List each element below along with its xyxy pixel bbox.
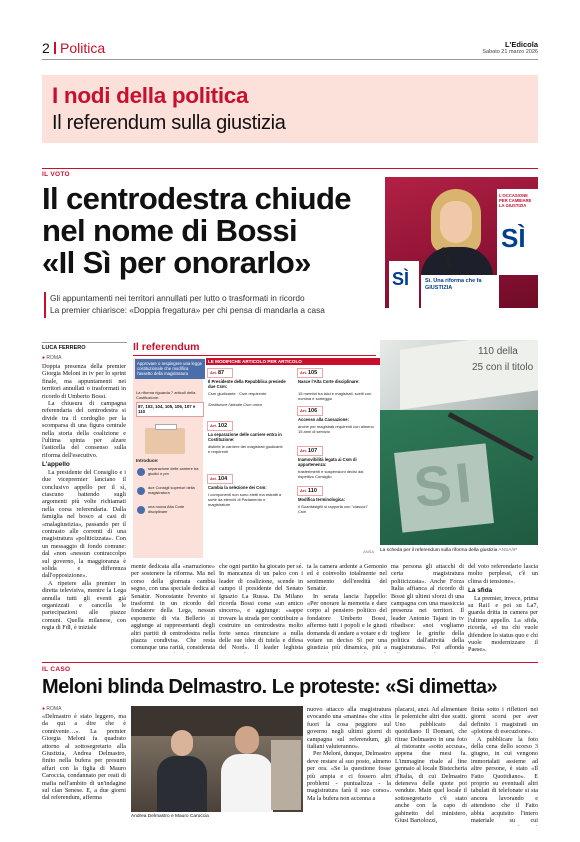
article-column-1: Doppia presenza della premier Giorgia Meloni in tv per lo sprint finale, ma appuntamenti nei territori annullati o trasformati in ricordo di Umberto Bossi. La chiusura di campagna referendaria del centrodestra si divide tra il cordoglio per la scomparsa di una figura centrale nella storia della coalizione e l'ultima spinta per alzare l'asticella del consenso sulla riforma dell'esecutivo. L'appello La presidente del Consiglio e i due vicepremier lanciano il conclusivo appello per il sì, ciascuno battendo sugli argomenti più volte richiamati nella corsa referendaria. Dalla famiglia nel bosco ai casi di «malagiustizia», passando per il contrasto alle correnti di una magistratura «politicizzata». Con un messaggio di fondo comune: dal «non «nessun contraccolpo sul governo, la maggioranza è solida e differenza dall'opposizione». A ripetere alla premier in diretta televisiva, mentre la Lega annulla tutti gli eventi già organizzati e cancella le partecipazioni alle piazze comuni. Quella milanese, con regia di FdI, è iniziale [42, 363, 126, 632]
headline-line-1: Il centrodestra chiude [42, 181, 351, 216]
art-87-items: Csm giudicante · Csm requirente [208, 391, 267, 396]
art-110-badge: Art. 110 [297, 486, 323, 496]
author-rule [42, 342, 127, 343]
article-summary [50, 292, 390, 316]
art-106-badge: Art. 106 [297, 406, 323, 416]
person-right-body [221, 754, 273, 812]
art-107-title: Inamovibilità legata ai Csm di appartenenza: [298, 457, 357, 467]
article-column-4: ta la camera ardente a Gemonio ed è coinvolto totalmente nel sentimento dell'eredità del Senatùr. In serata lancia l'appello: «Per onorare la memoria e dare corpo al pensiero politico del fondatore Umberto Bossi, affermo tutti i popoli e le giusti domanda di andare a votare e di votare un deciso Sì per una giustizia più dinamica, più a [307, 563, 387, 652]
header-rule [42, 59, 538, 60]
art-106-items: anche per magistrati requirenti con almeno 15 anni di servizio [298, 424, 374, 434]
issue-date: Sabato 21 marzo 2026 [482, 49, 538, 55]
article-column-6: del voto referendario lascia molto perplessi, c'è un clima di tensione». La sfida La premier, invece, prima su Rai1 e poi su La7, guarda dritta in camera per l'ultimo appello. La sfida, ricorda, «è tra chi vuole difendere lo status quo e chi vuole modernizzare il Paese». [468, 563, 538, 653]
article-headline [42, 183, 382, 279]
infographic-intro: Approvare o respingere una legge costituzionale che modifica l'assetto della magistratura [135, 359, 205, 379]
art-104-items: I componenti non sono eletti ma estratti a sorte da elenchi di Parlamento e magistrature [208, 492, 282, 507]
delmastro-photo [131, 706, 303, 812]
article2-column-4: placarsi, anzi. Ad alimentare le polemiche altri due scatti. Uno pubblicato dal quotidiano Il Domani, che ritrae Delmastro in una foto al ristorante «sotto accusa», appena due mesi fa. L'immagine risale al fine gennaio al locale Bistecheria d'Italia, di cui Delmastro deteneva delle quote poi vendute. Main quel locale il sottosegretario c'è stato anche con la capo di gabinetto del ministero, Giusi Bartolozzi, [395, 706, 467, 825]
art-104-title: Cambia la selezione dei Csm: [208, 485, 267, 490]
section-banner [42, 75, 538, 143]
art-107-badge: Art. 107 [297, 446, 323, 456]
art-107-items: trasferimenti e sospensioni decisi dal rispettivo Consiglio [298, 469, 364, 479]
introduce-label: Introduce: [136, 458, 159, 463]
intro-item-1: separazione delle carriere tra giudici e pm [148, 466, 199, 476]
headline-line-3: «Il Sì per onorarlo» [42, 245, 311, 280]
csm-icon [137, 487, 145, 495]
banner-title: I nodi della politica [52, 83, 249, 108]
article2-column-3: nuovo attacco alla magistratura evocando una «manina» che «tira fuori la cosa peggiore sul governo negli ultimi giorni di campagna sul referendum, gli italiani valuteranno». Per Meloni, dunque, Delmastro deve restare al suo posto, almeno per ora. «Se la questione fosse più ampia e ci fossero altri problemi - puntualizza - la magistratura farà il suo corso». Ma la bufera non accenna a [307, 706, 391, 802]
ballot-box-icon [145, 428, 185, 454]
article2-column-5: finita sotto i riflettori nei giorni scorsi per aver definito i magistrati un «plotone di esecuzione». A pubblicare la foto della cena dello scorso 3 giugno, in cui vengono immortalati assieme ad altre persone, è stato «Il Fatto Quotidiano». E proprio su eventuali altri tabulati di telefonate si sta ancora lavorando e attendono che il Fatto abbia acquisito l'intero materiale su cui [471, 706, 538, 825]
article-column-2: mente dedicata alla «narrazione» per sostenere la riforma. Ma nel corso della giornata cambia segno, con una speciale dedica al Senatùr. Nonostante l'evento si trasformi in un ricordo del fondatore della Lega, nessun esponente di via Bellerio si aggiunge ai rappresentanti degli altri partiti di centrodestra nella piazza condivisa. Che resta comunque una rarità, considerata [131, 563, 215, 652]
wall-light [271, 740, 301, 810]
intro-item-2: due Consigli superiori della magistratura [148, 485, 195, 495]
infographic-source: ANSA [363, 549, 374, 554]
banner-subtitle: Il referendum sulla giustizia [52, 112, 286, 134]
headline-line-2: nel nome di Bossi [42, 213, 298, 248]
court-icon [137, 506, 145, 514]
art-104-badge: Art. 104 [207, 474, 233, 484]
art-102-badge: Art. 102 [207, 421, 233, 431]
brand-name: L'Edicola [504, 40, 538, 49]
infographic-title: Il referendum [133, 341, 200, 353]
article-kicker: IL VOTO [42, 171, 70, 178]
article2-kicker: IL CASO [42, 666, 71, 673]
art-105-items: 15 membri tra laici e magistrati, scelti con nomina e sorteggio [298, 391, 372, 401]
article-rule [42, 168, 538, 169]
article-column-3: che ogni partito ha giocato per sé. In mancanza di un palco con i leader di coalizione, scende in campo il presidente del Senato Ignazio La Russa. Da Milano ricorda Bossi come «un amico sincero», e aggiunge: «sappe trovare la strada per contribuire a costruire un centrodestra molto forte senza rinunciare a nulla delle sue idee di tutela e difesa del Nord». Il leader leghista [219, 563, 303, 652]
art-110-items: il Guardasigilli si rapporta con "ciascun" Csm [298, 504, 368, 514]
ballot-caption: La scheda per il referendum sulla riforma della giustizia ANSA/IP [380, 548, 518, 553]
delmastro-caption: Andrea Delmastro e Mauro Caroccia [131, 814, 209, 819]
speaker-face [440, 201, 472, 243]
person-left-body [157, 756, 207, 812]
art-105-badge: Art. 105 [297, 368, 323, 378]
art-102-title: La separazione delle carriere entra in Costituzione: [208, 432, 282, 442]
section-title: Politica [60, 40, 106, 56]
art-87-title: Il Presidente della Repubblica presiede due Csm: [208, 379, 286, 389]
article2-rule [42, 662, 538, 663]
modifiche-header: LE MODIFICHE ARTICOLO PER ARTICOLO [206, 358, 380, 365]
article2-column-1: «Delmastro è stato leggero, ma da qui a dire che è connivente…». La premier Giorgia Meloni fa quadrato attorno al sottosegretario alla Giustizia, Andrea Delmastro, finito nella bufera per presunti affari con la figlia di Mauro Caroccia, condannato per reati di mafia nell'ambito di un'indagine sul clan Senese. E, a due giorni dal referendum, afferma [42, 713, 126, 802]
referendum-infographic [131, 340, 376, 558]
podium-text: Sì. Una riforma che fa GIUSTIZIA [425, 278, 482, 291]
header-divider [54, 42, 56, 54]
art-105-title: Nasce l'Alta Corte disciplinare: [298, 379, 360, 384]
ballot-text: SI [410, 449, 479, 520]
ballot-photo: 110 della 25 con il titolo SI [380, 340, 538, 545]
page-number: 2 [42, 40, 50, 56]
article2-headline: Meloni blinda Delmastro. Le proteste: «Si dimetta» [42, 676, 498, 698]
page-header [42, 40, 538, 56]
summary-line-2: La premier chiarisce: «Doppia fregatura» per chi pensa di mandarla a casa [50, 305, 325, 315]
person-right-head [235, 726, 259, 754]
art-87-note: Sostituisce l'attuale Csm unico [208, 402, 263, 407]
art-102-items: distinte le carriere dei magistrati giudicanti e requirenti [208, 444, 283, 454]
sign-top-text: L'OCCASIONE PER CAMBIARE LA GIUSTIZIA [499, 193, 532, 208]
art-87-badge: Art. 87 [207, 368, 233, 378]
summary-line-1: Gli appuntamenti nei territori annullati per lutto o trasformati in ricordo [50, 293, 305, 303]
meloni-photo: L'OCCASIONE PER CAMBIARE LA GIUSTIZIA SÌ SÌ Sì. Una riforma che fa GIUSTIZIA [385, 177, 538, 308]
article2-dateline: ● ROMA [42, 706, 62, 712]
separation-icon [137, 468, 145, 476]
art-110-title: Modifica terminologica: [298, 497, 345, 502]
articles-note: La riforma riguarda 7 articoli della Costituzione: [136, 390, 196, 400]
dateline: ● ROMA [42, 355, 62, 361]
shelf [131, 706, 303, 736]
sign-main-text: SÌ [501, 223, 526, 253]
summary-bar [44, 292, 46, 318]
article-column-5: ma persona gli attacchi di certa magistratura politicizzata». Anche Forza Italia affianca al ricordo di Bossi gli ultimi sforzi di una campagna con una massiccia presenza nei territori. Il leader Antonio Tajani in tv ribadisce: «noi vogliamo togliere le grinfie della politica dall'attività della magistratura». Poi affonda [391, 563, 464, 652]
art-106-title: Accesso alla Cassazione: [298, 417, 349, 422]
author-name: LUCA FERRERO [42, 345, 86, 351]
person-left-head [171, 730, 193, 756]
intro-item-3: una nuova Alta Corte disciplinare [148, 504, 185, 514]
articles-list: 87, 102, 104, 105, 106, 107 e 110 [136, 402, 204, 417]
